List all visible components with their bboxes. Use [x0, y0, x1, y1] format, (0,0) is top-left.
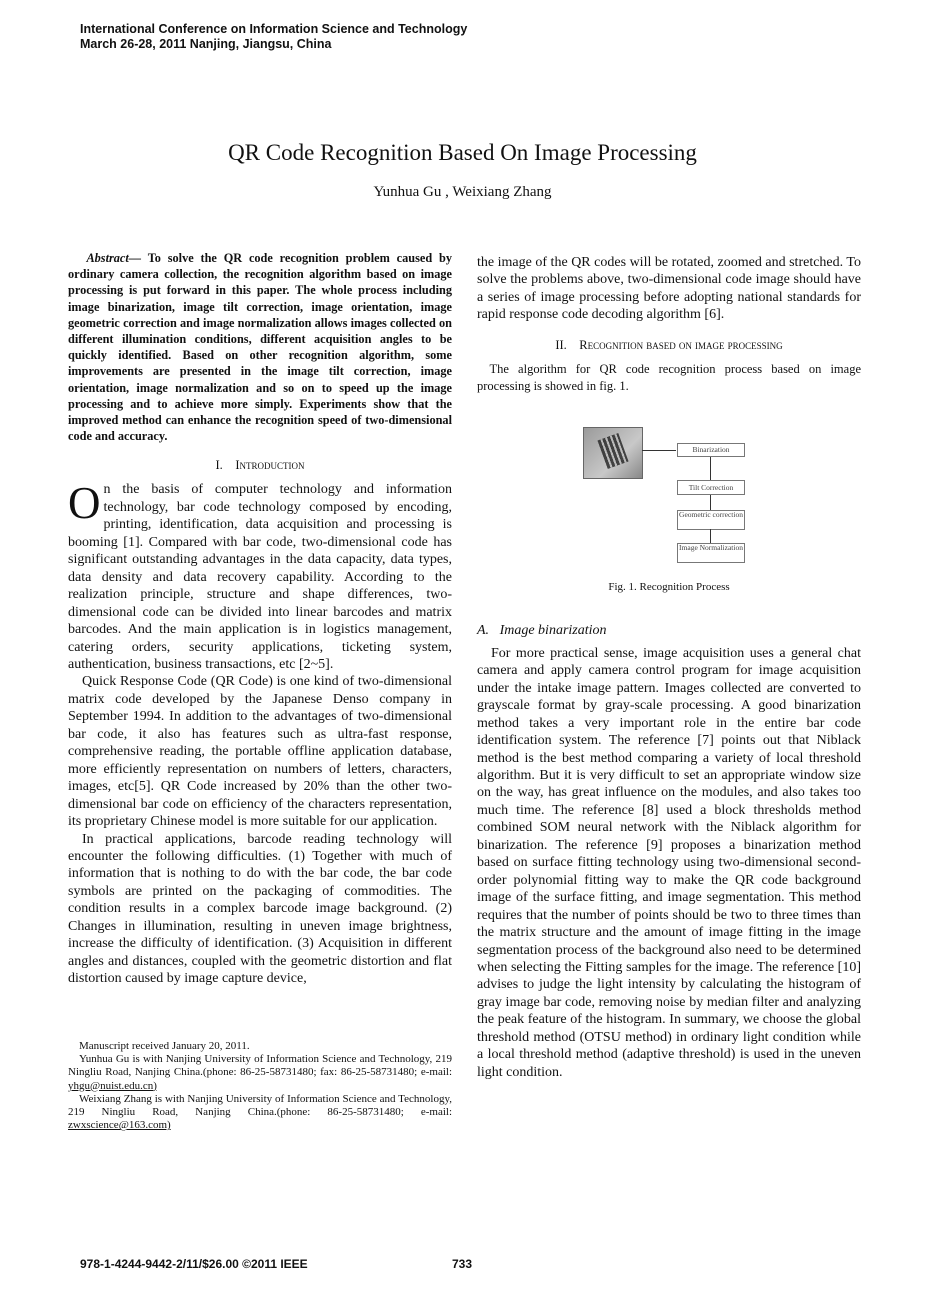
flow-box-tilt-correction: Tilt Correction — [677, 480, 745, 495]
author2-email-link[interactable]: zwxscience@163.com) — [68, 1119, 171, 1132]
left-column — [68, 250, 452, 988]
conference-header — [80, 22, 467, 52]
flow-box-geometric-correction: Geometric correction — [677, 510, 745, 530]
abstract-text: To solve the QR code recognition problem caused by ordinary camera collection, the recognition algorithm based on image processing is put forward in this paper. The whole process including image binarization, image tilt correction, image orientation, image geometric correction and image normalization allows images collected on different illumination conditions, different acquisition angles to be quickly identified. Based on other recognition algorithm, some improvements are presented in the image tilt correction, image orientation, image normalization and so on to speed up the image processing and to achieve more simply. Experiments show that the improved method can enhance the recognition speed of two-dimensional code and accuracy. — [68, 251, 452, 444]
intro-paragraph-1: On the basis of computer technology and information technology, bar code technology composed by encoding, printing, identification, data acquisition and processing is booming [1]. Compared with bar code, two-dimensional code has significant outstanding advantages in the data capacity, data types, data density and data recovery capability. According to the realization principle, structure and shape differences, two-dimensional code can be divided into linear barcodes and matrix barcodes. And the main application is in logistics management, catering orders, security applications, ticketing system, authentication, business transactions, etc [2~5]. — [68, 478, 452, 672]
arrow-down-icon — [710, 495, 711, 510]
footnotes — [68, 1040, 452, 1132]
footnote-author1: Yunhua Gu is with Nanjing University of Information Science and Technology, 219 Ningliu Road, Nanjing China.(phone: 86-25-58731480; fax: 86-25-58731480; e-mail: yhgu@nuist.edu.cn) — [68, 1053, 452, 1092]
conference-date: March 26-28, 2011 Nanjing, Jiangsu, China — [80, 37, 332, 51]
section2-paragraph-1: The algorithm for QR code recognition process based on image processing is showed in fig. 1. — [477, 361, 861, 393]
arrow-down-icon — [710, 457, 711, 480]
subsection-heading-binarization: A. Image binarization — [477, 622, 607, 638]
abstract-label: Abstract— — [86, 251, 142, 265]
figure-recognition-process — [477, 417, 861, 587]
intro-paragraph-4: the image of the QR codes will be rotated, zoomed and stretched. To solve the problems above, two-dimensional code image should have a series of image processing before adopting national standards for rapid response code decoding algorithm [6]. — [477, 255, 861, 323]
binarization-paragraph: For more practical sense, image acquisition uses a general chat camera and apply camera control program for image acquisition under the intake image pattern. Images collected are converted to grayscale format by gray-scale processing. A good binarization method takes a very important role in the entire bar code identification system. The reference [7] points out that Niblack method is the best method comparing a variety of local threshold algorithm. But it is very difficult to set an appropriate window size on the way, has great influence on the modules, and also takes too much time. The reference [8] used a block thresholds method combined SOM neural network with the Niblack algorithm for binarization. The reference [9] proposes a binarization method based on surface fitting technology using two-dimensional second-order polynomial fitting way to make the QR code background image of the surface fitting, and image segmentation. This method requires that the number of points should be two to three times than the matrix structure and the amount of image fitting in the image segmentation process of the background also need to be determined when selecting the Fitting samples for the image. The reference [10] advises to judge the light intensity by calculating the histogram of gray image bar code, removing noise by median filter and analyzing the peak feature of the histogram. In summary, we choose the global threshold method (OTSU method) in ordinary light condition while a local threshold method (adaptive threshold) is used in the uneven light condition. — [477, 645, 861, 1080]
section-heading-recognition: II. Recognition based on image processing — [555, 337, 783, 352]
conference-name: International Conference on Information Science and Technology — [80, 22, 468, 36]
arrow-right-icon — [642, 450, 676, 451]
intro-paragraph-3: In practical applications, barcode reading technology will encounter the following difficulties. (1) Together with much of information that is nothing to do with the bar code, the bar code symbols are printed on the packaging of commodities. The condition results in a complex barcode image background. (2) Changes in illumination, resulting in uneven image brightness, increase the difficulty of identification. (3) Acquisition in different angles and distances, coupled with the geometric distortion and flat distortion caused by image capture device, — [68, 831, 452, 987]
abstract — [68, 250, 452, 444]
page-number: 733 — [452, 1257, 473, 1271]
section-heading-introduction: I. Introduction — [215, 458, 305, 473]
drop-cap: O — [68, 478, 101, 529]
figure-caption: Fig. 1. Recognition Process — [608, 580, 730, 593]
flow-box-image-normalization: Image Normalization — [677, 543, 745, 563]
arrow-down-icon — [710, 529, 711, 543]
intro-paragraph-2: Quick Response Code (QR Code) is one kind of two-dimensional matrix code developed by the Japanese Denso company in September 1994. In addition to the advantages of two-dimensional bar code, it also has features such as ultra-fast response, comprehensive reading, the portable offline application database, more efficiently representation on numbers of letters, characters, images, etc[5]. QR Code increased by 20% than the other two-dimensional bar code on efficiency of the characters representation, its proprietary Chinese model is more suitable for our application. — [68, 674, 452, 830]
footnote-author2: Weixiang Zhang is with Nanjing University of Information Science and Technology, 219 Ningliu Road, Nanjing China.(phone: 86-25-58731480; e-mail: zwxscience@163.com) — [68, 1092, 452, 1132]
footnote-received: Manuscript received January 20, 2011. — [79, 1040, 250, 1052]
paper-title: QR Code Recognition Based On Image Processing — [228, 140, 697, 165]
footer-isbn: 978-1-4244-9442-2/11/$26.00 ©2011 IEEE — [80, 1257, 308, 1271]
right-column — [477, 254, 861, 1081]
flow-box-binarization: Binarization — [677, 443, 745, 457]
author1-email-link[interactable]: yhgu@nuist.edu.cn) — [68, 1079, 157, 1092]
qr-code-photo — [583, 427, 643, 479]
paper-authors: Yunhua Gu , Weixiang Zhang — [373, 184, 552, 200]
